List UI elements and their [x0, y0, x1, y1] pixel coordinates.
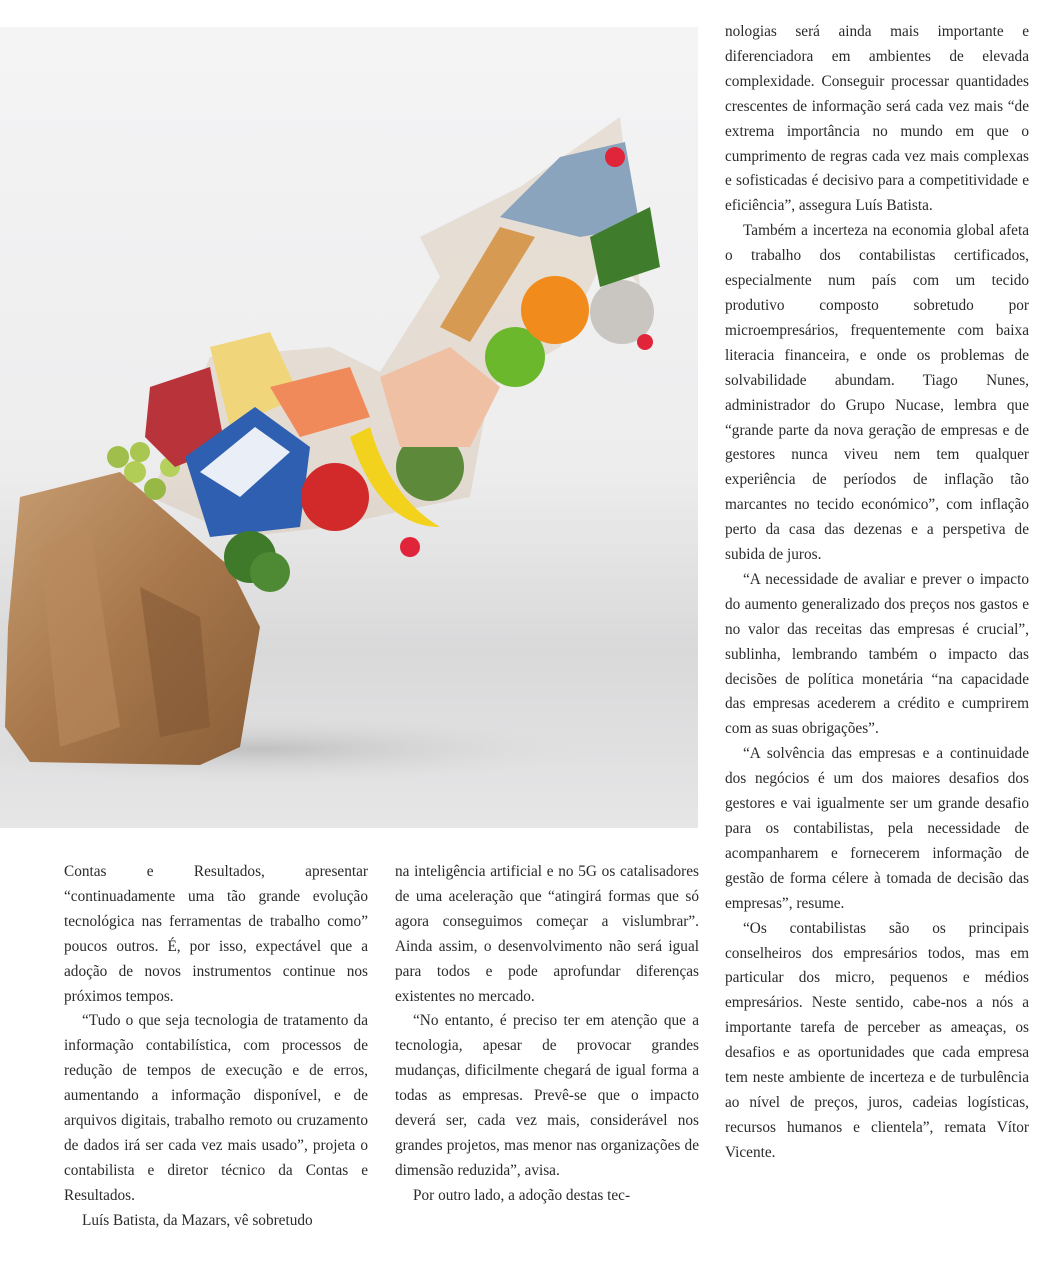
paragraph: Contas e Resultados, apresentar “continuadamente uma tão grande evolução tecnológica nas ferramentas de trabalho como” poucos outros. É, por isso, expectável que a adoção de novos instrumentos continue nos próximos tempos. — [64, 863, 368, 1005]
paragraph: “Os contabilistas são os principais conselheiros dos empresários todos, mas em particular dos micro, pequenos e médios empresários. Neste sentido, cabe-nos a nós a importante tarefa de perceber as ameaças, os desafios e as oportunidades que cada empresa tem neste ambiente de incerteza e de turbulência ao nível de preços, juros, cadeias logísticas, recursos humanos e clientela”, remata Vítor Vicente. — [725, 919, 1029, 1161]
grocery-bag-arrow-illustration — [0, 27, 698, 828]
paragraph: “Tudo o que seja tecnologia de tratamento da informação contabilística, com processos de redução de tempos de execução e de erros, aumentando a informação disponível, e de arquivos digitais, trabalho remoto ou cruzamento de dados irá ser cada vez mais usado”, projeta o contabilista e diretor técnico da Contas e Resultados. — [64, 1012, 368, 1204]
paragraph: nologias será ainda mais importante e diferenciadora em ambientes de elevada complexidade. Conseguir processar quantidades crescentes de informação será cada vez mais “de extrema importância no mundo em que o cumprimento de regras cada vez mais complexas e sofisticadas é decisivo para a competitividade e eficiência”, assegura Luís Batista. — [725, 23, 1029, 215]
article-column-3 — [725, 20, 1029, 1166]
paragraph: “No entanto, é preciso ter em atenção que a tecnologia, apesar de provocar grandes mudanças, dificilmente chegará de igual forma a todas as empresas. Prevê-se que o impacto deverá ser, cada vez mais, considerável nos grandes projetos, mas menor nas organizações de dimensão reduzida”, avisa. — [395, 1012, 699, 1179]
grocery-arrow-photo — [0, 27, 698, 828]
paragraph: “A solvência das empresas e a continuidade dos negócios é um dos maiores desafios dos gestores e vai igualmente ser um grande desafio para os contabilistas, pela necessidade de acompanharem e fornecerem informação de gestão de forma célere à tomada de decisão das empresas”, resume. — [725, 745, 1029, 912]
paragraph: “A necessidade de avaliar e prever o impacto do aumento generalizado dos preços nos gastos e no valor das receitas das empresas é crucial”, sublinha, lembrando também o impacto das decisões de política monetária “na capacidade das empresas acederem a crédito e cumprirem com as suas obrigações”. — [725, 570, 1029, 738]
paragraph: Por outro lado, a adoção destas tec- — [413, 1186, 631, 1204]
paragraph: Também a incerteza na economia global afeta o trabalho dos contabilistas certificados, especialmente num país com um tecido produtivo composto sobretudo por microempresários, frequentemente com baixa literacia financeira, e onde os problemas de solvabilidade abundam. Tiago Nunes, administrador do Grupo Nucase, lembra que “grande parte da nova geração de empresas e de gestores nunca viveu nem tem qualquer experiência de períodos de inflação tão marcantes no tecido económico”, com inflação perto da casa das dezenas e a perspetiva de subida de juros. — [725, 222, 1029, 564]
paragraph: Luís Batista, da Mazars, vê sobretudo — [82, 1211, 313, 1229]
article-column-2 — [395, 860, 699, 1209]
paragraph: na inteligência artificial e no 5G os catalisadores de uma aceleração que “atingirá formas que só agora conseguimos começar a vislumbrar”. Ainda assim, o desenvolvimento não será igual para todos e pode aprofundar diferenças existentes no mercado. — [395, 863, 699, 1005]
article-column-1 — [64, 860, 368, 1234]
